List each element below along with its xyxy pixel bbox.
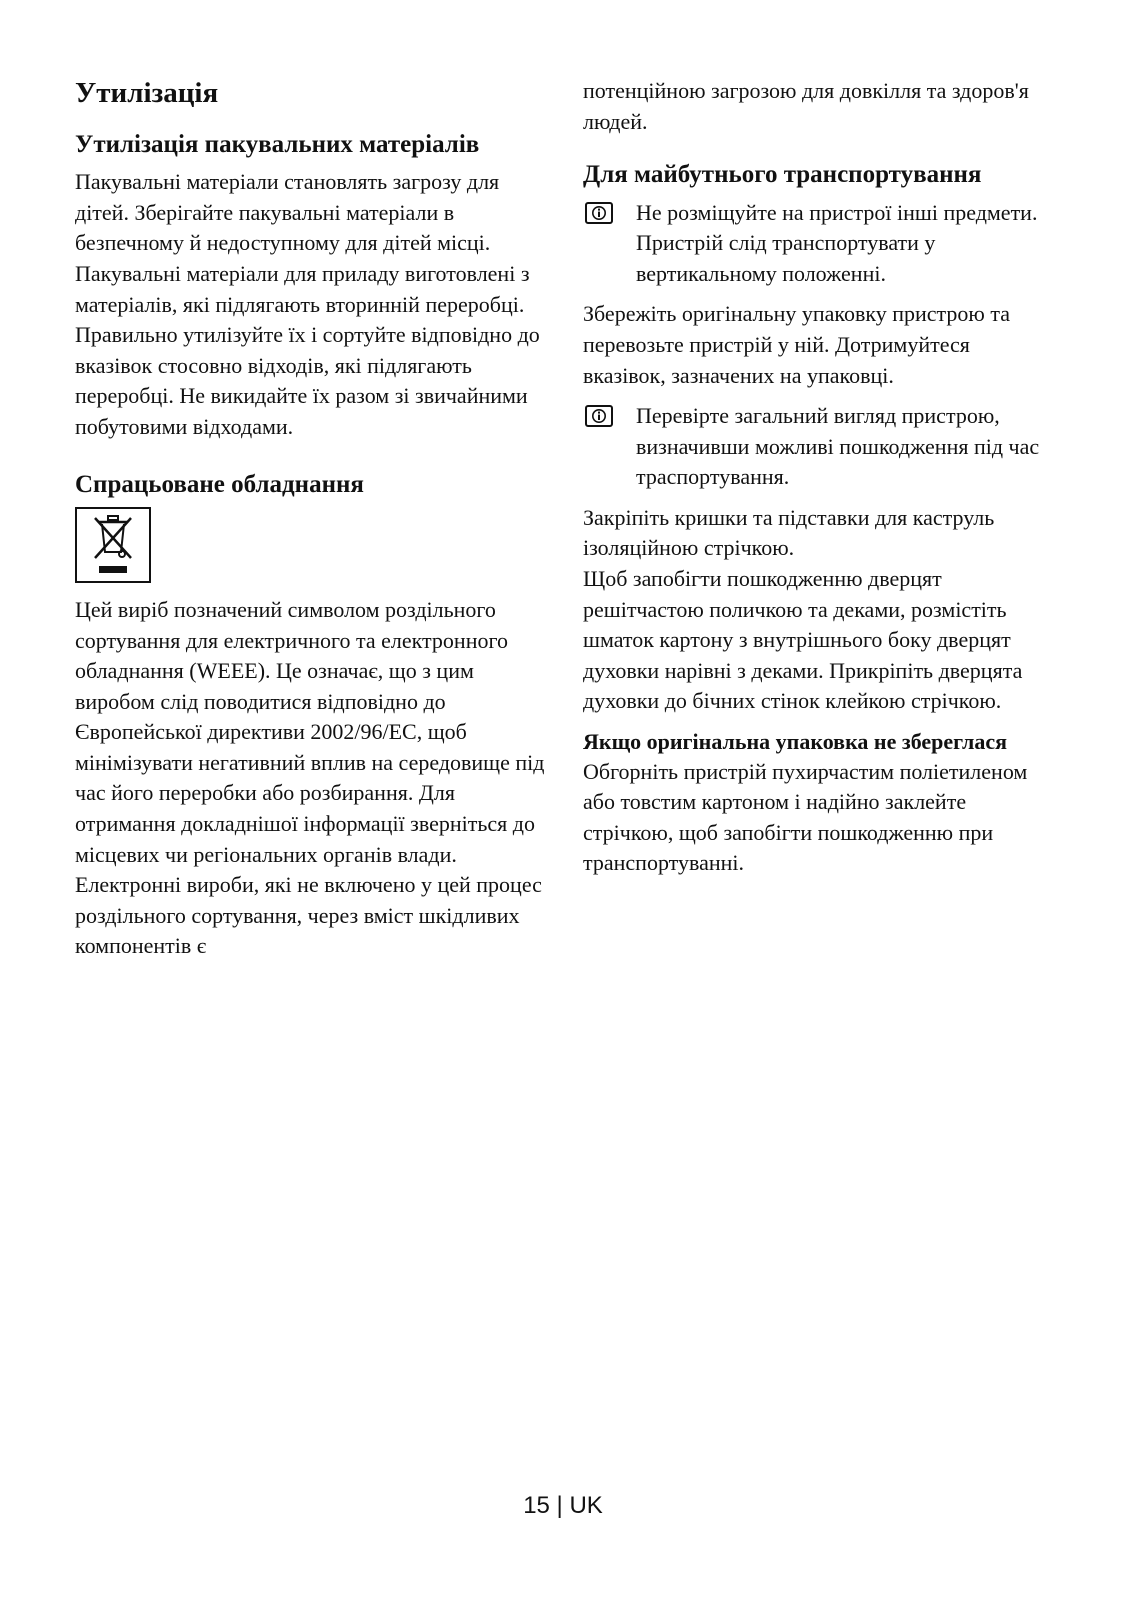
weee-paragraph-1: Цей виріб позначений символом роздільного сортування для електричного та електронного обладнання (WEEE). Це означає, що з цим виробом слід поводитися відповідно до Європейської директиви 2002/96/EC, щоб мінімізувати негативний вплив на середовище під час його переробки або розбирання. Для отримання докладнішої інформації зверніться до місцевих чи регіональних органів влади. [75, 597, 545, 867]
info-icon [585, 405, 613, 427]
no-packaging-heading: Якщо оригінальна упаковка не збереглася [583, 728, 1008, 754]
note-2 [583, 401, 1043, 493]
left-column [75, 76, 545, 962]
note-1-text: Не розміщуйте на пристрої інші предмети. Пристрій слід транспортувати у вертикальному положенні. [636, 199, 1038, 286]
right-column [583, 76, 1043, 879]
equipment-heading: Спрацьоване обладнання [75, 470, 364, 498]
note-1 [583, 198, 1043, 290]
transport-paragraph-3: Щоб запобігти пошкодженню дверцят решітчастою поличкою та деками, розмістіть шматок картону з внутрішнього боку дверцят духовки нарівні з деками. Прикріпіть дверцята духовки до бічних стінок клейкою стрічкою. [583, 566, 1023, 714]
no-packaging-paragraph: Обгорніть пристрій пухирчастим поліетиленом або товстим картоном і надійно заклейте стрічкою, щоб запобігти пошкодженню при транспортуванні. [583, 758, 1028, 876]
transport-heading: Для майбутнього транспортування [583, 161, 982, 189]
crossed-out-wheelie-bin-icon [75, 507, 151, 583]
note-2-text: Перевірте загальний вигляд пристрою, визначивши можливі пошкодження під час траспортування. [636, 403, 1040, 490]
packaging-heading: Утилізація пакувальних матеріалів [75, 130, 480, 158]
section-title: Утилізація [75, 77, 219, 109]
page-number: 15 | UK [523, 1492, 603, 1519]
info-icon [585, 202, 613, 224]
transport-paragraph-1: Збережіть оригінальну упаковку пристрою та перевозьте пристрій у ній. Дотримуйтеся вказівок, зазначених на упаковці. [583, 301, 1010, 388]
transport-paragraph-2: Закріпіть кришки та підставки для каструль ізоляційною стрічкою. [583, 504, 995, 561]
packaging-paragraph-2: Пакувальні матеріали для приладу виготовлені з матеріалів, які підлягають вторинній переробці. Правильно утилізуйте їх і сортуйте відповідно до вказівок стосовно відходів, які підлягають переробці. Не викидайте їх разом зі звичайними побутовими відходами. [75, 261, 540, 439]
packaging-paragraph-1: Пакувальні матеріали становлять загрозу для дітей. Зберігайте пакувальні матеріали в безпечному й недоступному для дітей місці. [75, 169, 500, 256]
continued-paragraph: потенційною загрозою для довкілля та здоров'я людей. [583, 78, 1029, 134]
weee-paragraph-2: Електронні вироби, які не включено у цей процес роздільного сортування, через вміст шкідливих компонентів є [75, 872, 542, 959]
